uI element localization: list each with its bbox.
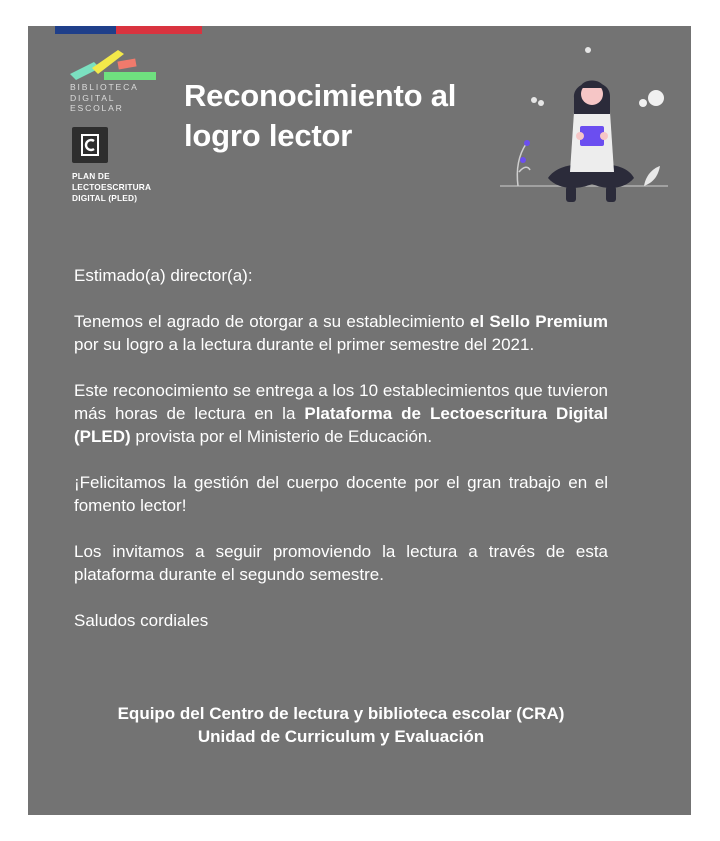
pled-text (72, 171, 151, 204)
logo-line: DIGITAL (70, 92, 116, 103)
signature-team: Equipo del Centro de lectura y biblioteca escolar (CRA) (117, 704, 565, 723)
signature (74, 702, 608, 748)
title-line: Reconocimiento al (184, 78, 457, 113)
logo-line: ESCOLAR (70, 103, 124, 113)
paragraph-sello: Tenemos el agrado de otorgar a su establecimiento el Sello Premium por su logro a la lectura durante el primer semestre del 2021. (74, 312, 609, 354)
flag-stripe (55, 26, 202, 34)
paragraph-reconocimiento: Este reconocimiento se entrega a los 10 establecimientos que tuvieron más horas de lectura en la Plataforma de Lectoescritura Digital (PLED) provista por el Ministerio de Educación. (74, 381, 608, 446)
closing: Saludos cordiales (74, 611, 209, 630)
person-reading-icon (496, 40, 676, 210)
page-title (184, 76, 456, 156)
greeting: Estimado(a) director(a): (74, 266, 253, 285)
message-card (28, 26, 691, 815)
flag-blue-stripe (55, 26, 116, 34)
title-line: logro lector (184, 118, 353, 153)
biblioteca-logo-text (70, 82, 139, 114)
flag-red-stripe (116, 26, 202, 34)
paragraph-invitamos: Los invitamos a seguir promoviendo la lectura a través de esta plataforma durante el segundo semestre. (74, 542, 608, 584)
biblioteca-logo-icon (68, 46, 160, 80)
pled-line: PLAN DE (72, 171, 110, 181)
logo-line: BIBLIOTECA (70, 82, 139, 92)
paragraph-felicitamos: ¡Felicitamos la gestión del cuerpo docente por el gran trabajo en el fomento lector! (74, 473, 608, 515)
pled-badge (72, 127, 108, 163)
book-c-icon (77, 132, 103, 158)
pled-line: DIGITAL (PLED) (72, 193, 138, 203)
letter-body (74, 264, 608, 655)
pled-line: LECTOESCRITURA (72, 182, 152, 192)
signature-unit: Unidad de Curriculum y Evaluación (197, 727, 485, 746)
